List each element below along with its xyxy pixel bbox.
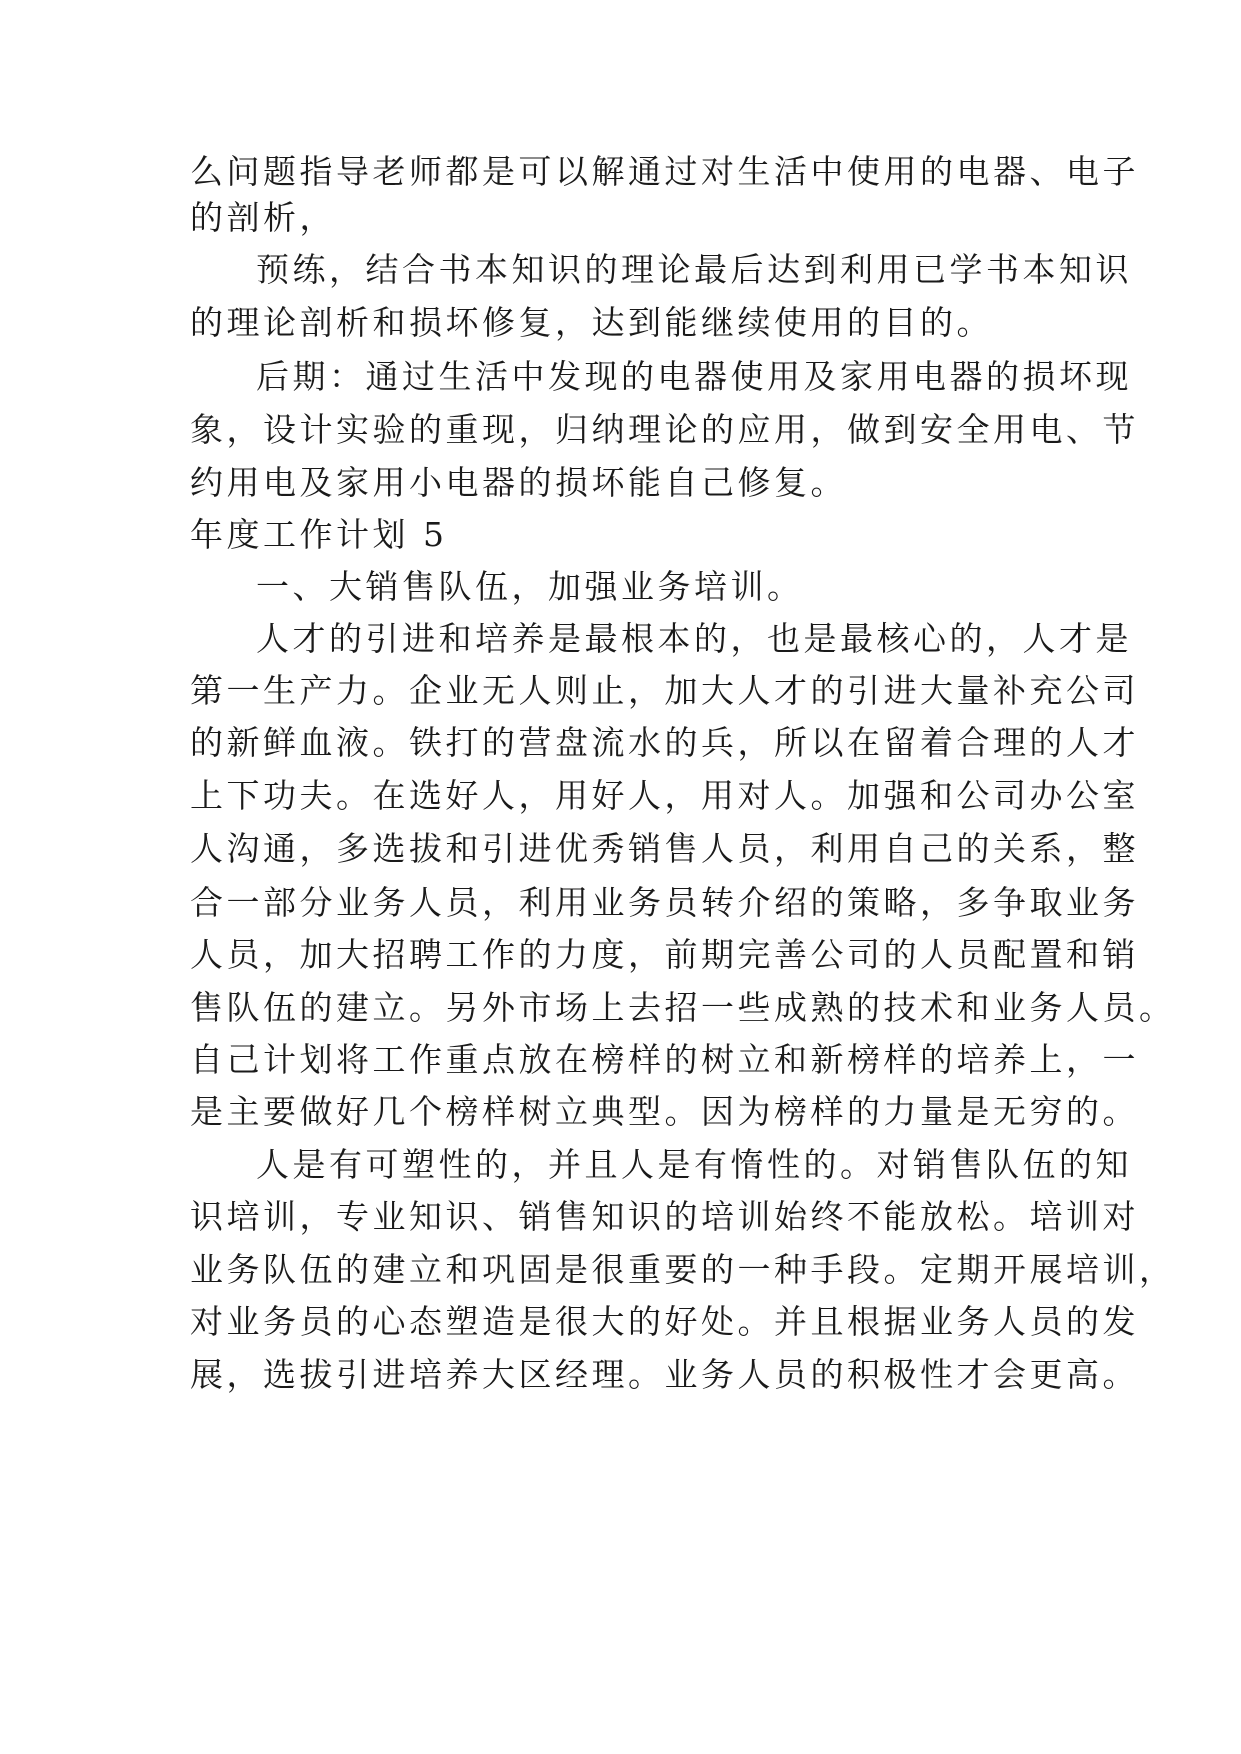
paragraph-start-line: 人是有可塑性的，并且人是有惰性的。对销售队伍的知 bbox=[256, 1145, 1132, 1184]
text-line: 自己计划将工作重点放在榜样的树立和新榜样的培养上，一 bbox=[190, 1040, 1139, 1079]
paragraph-start-line: 后期：通过生活中发现的电器使用及家用电器的损坏现 bbox=[256, 357, 1132, 396]
section-heading: 年度工作计划 5 bbox=[190, 515, 448, 554]
subsection-heading: 一、大销售队伍，加强业务培训。 bbox=[256, 567, 804, 606]
paragraph-start-line: 预练，结合书本知识的理论最后达到利用已学书本知识 bbox=[256, 250, 1132, 289]
text-line: 人沟通，多选拔和引进优秀销售人员，利用自己的关系，整 bbox=[190, 829, 1139, 868]
text-line: 的理论剖析和损坏修复，达到能继续使用的目的。 bbox=[190, 303, 993, 342]
text-line: 第一生产力。企业无人则止，加大人才的引进大量补充公司 bbox=[190, 671, 1139, 710]
text-line: 对业务员的心态塑造是很大的好处。并且根据业务人员的发 bbox=[190, 1302, 1139, 1341]
text-line: 的新鲜血液。铁打的营盘流水的兵，所以在留着合理的人才 bbox=[190, 723, 1139, 762]
paragraph-start-line: 人才的引进和培养是最根本的，也是最核心的，人才是 bbox=[256, 619, 1132, 658]
text-line: 合一部分业务人员，利用业务员转介绍的策略，多争取业务 bbox=[190, 883, 1139, 922]
text-line: 么问题指导老师都是可以解通过对生活中使用的电器、电子 bbox=[190, 152, 1139, 191]
text-line: 上下功夫。在选好人，用好人，用对人。加强和公司办公室 bbox=[190, 776, 1139, 815]
text-line: 业务队伍的建立和巩固是很重要的一种手段。定期开展培训， bbox=[190, 1250, 1176, 1289]
text-line: 展，选拔引进培养大区经理。业务人员的积极性才会更高。 bbox=[190, 1355, 1139, 1394]
text-line: 识培训，专业知识、销售知识的培训始终不能放松。培训对 bbox=[190, 1197, 1139, 1236]
text-line: 售队伍的建立。另外市场上去招一些成熟的技术和业务人员。 bbox=[190, 988, 1176, 1027]
text-line: 约用电及家用小电器的损坏能自己修复。 bbox=[190, 463, 847, 502]
text-line: 象，设计实验的重现，归纳理论的应用，做到安全用电、节 bbox=[190, 410, 1139, 449]
text-line: 的剖析， bbox=[190, 198, 336, 237]
text-line: 人员，加大招聘工作的力度，前期完善公司的人员配置和销 bbox=[190, 935, 1139, 974]
text-line: 是主要做好几个榜样树立典型。因为榜样的力量是无穷的。 bbox=[190, 1092, 1139, 1131]
